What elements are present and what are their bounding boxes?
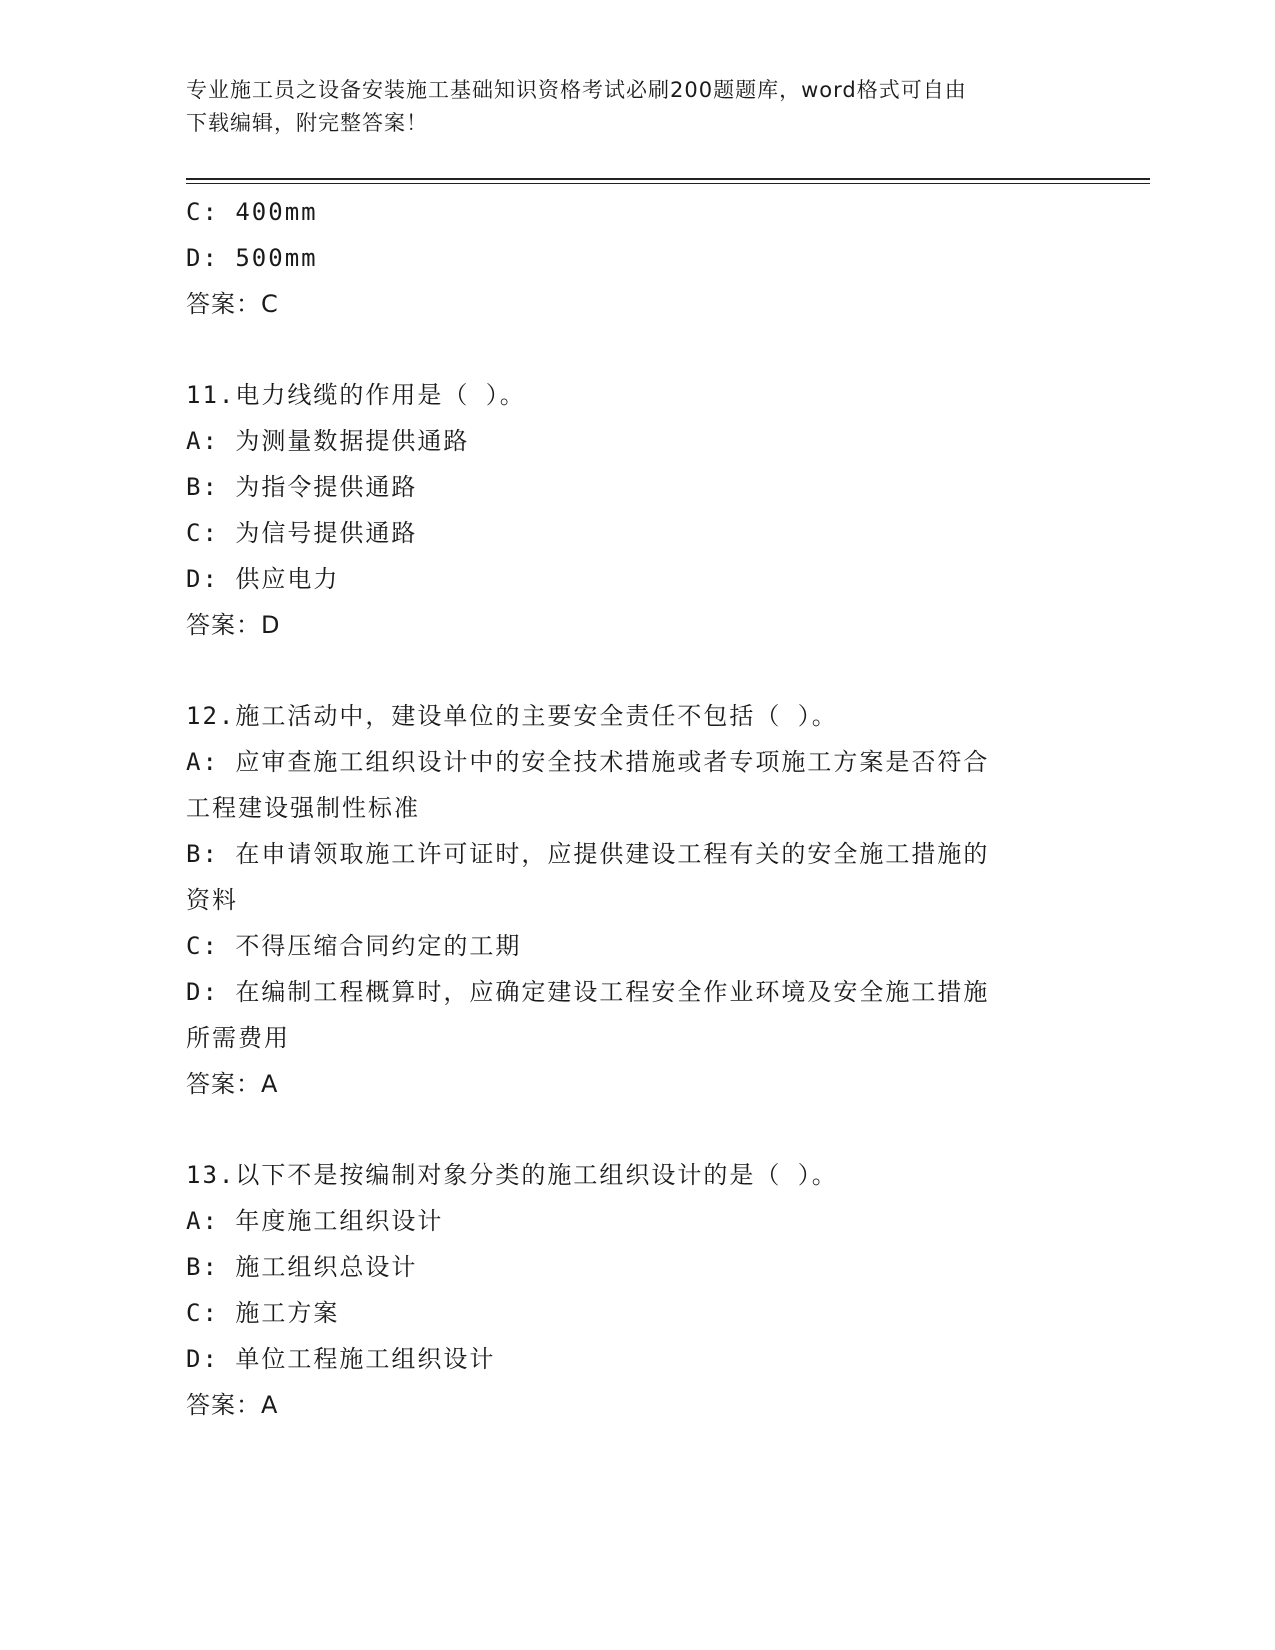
option-d-line-2: 所需费用: [186, 1024, 290, 1052]
header-divider-thick: [186, 178, 1150, 180]
option-b: B: 为指令提供通路: [186, 473, 418, 501]
option-a: A: 为测量数据提供通路: [186, 427, 470, 455]
previous-question-tail: [186, 189, 1086, 327]
header-line-1: 专业施工员之设备安装施工基础知识资格考试必刷200题题库，word格式可自由: [186, 78, 967, 102]
option-b: B: 施工组织总设计: [186, 1253, 418, 1281]
option-b-line-2: 资料: [186, 886, 238, 914]
spacer: [186, 327, 1086, 372]
question-stem: 11.电力线缆的作用是（ ）。: [186, 381, 526, 409]
option-d: D: 供应电力: [186, 565, 340, 593]
option-d: D: 500mm: [186, 244, 318, 272]
question-13: [186, 1152, 1086, 1428]
option-c: C: 施工方案: [186, 1299, 340, 1327]
option-c: C: 不得压缩合同约定的工期: [186, 932, 522, 960]
answer: 答案：C: [186, 290, 279, 318]
option-c: C: 400mm: [186, 198, 318, 226]
document-header: [186, 74, 1086, 140]
option-c: C: 为信号提供通路: [186, 519, 418, 547]
option-a: A: 年度施工组织设计: [186, 1207, 444, 1235]
option-a-line-1: A: 应审查施工组织设计中的安全技术措施或者专项施工方案是否符合: [186, 748, 990, 776]
header-line-2: 下载编辑，附完整答案！: [186, 111, 428, 135]
answer: 答案：A: [186, 1070, 279, 1098]
answer: 答案：D: [186, 611, 281, 639]
answer: 答案：A: [186, 1391, 279, 1419]
header-divider-thin: [186, 183, 1150, 184]
question-body: [186, 189, 1086, 1428]
option-d-line-1: D: 在编制工程概算时，应确定建设工程安全作业环境及安全施工措施: [186, 978, 990, 1006]
option-a-line-2: 工程建设强制性标准: [186, 794, 420, 822]
spacer: [186, 1107, 1086, 1152]
option-d: D: 单位工程施工组织设计: [186, 1345, 496, 1373]
question-11: [186, 372, 1086, 648]
spacer: [186, 648, 1086, 693]
question-stem: 12.施工活动中，建设单位的主要安全责任不包括（ ）。: [186, 702, 838, 730]
question-stem: 13.以下不是按编制对象分类的施工组织设计的是（ ）。: [186, 1161, 838, 1189]
option-b-line-1: B: 在申请领取施工许可证时，应提供建设工程有关的安全施工措施的: [186, 840, 990, 868]
question-12: [186, 693, 1086, 1107]
